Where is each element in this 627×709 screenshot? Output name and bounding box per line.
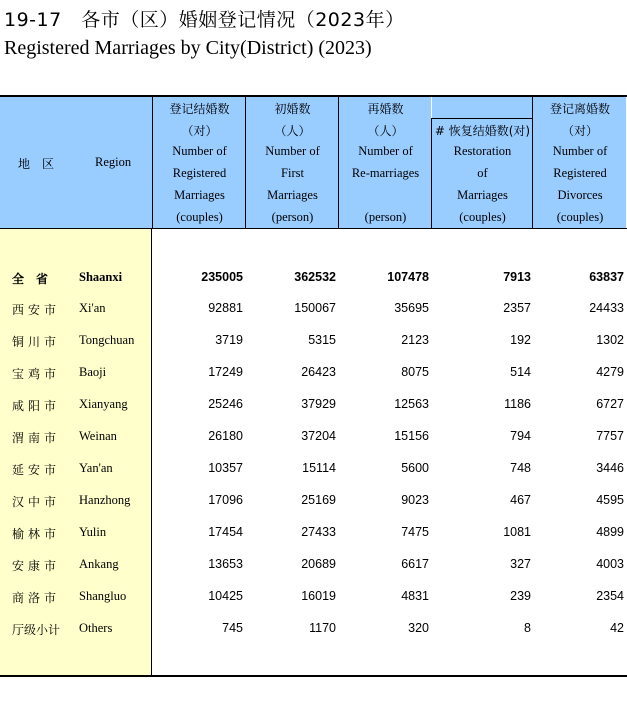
header-rest-line: Marriages: [457, 188, 508, 202]
header-rest-line: # 恢复结婚数(对): [434, 124, 531, 138]
header-first-line: Marriages: [267, 188, 318, 202]
divider: [431, 118, 533, 119]
table-cell: 35695: [394, 301, 429, 315]
header-div-line: (couples): [556, 210, 604, 224]
table-cell: 8075: [401, 365, 429, 379]
table-cell: 15114: [302, 461, 336, 475]
table-cell: 3446: [596, 461, 624, 475]
table-cell: 1186: [504, 397, 531, 411]
table-cell: 2123: [401, 333, 429, 347]
row-region-cn: 厅级小计: [12, 623, 61, 637]
table-cell: 4831: [401, 589, 429, 603]
row-region-en: Hanzhong: [79, 493, 131, 507]
header-col-rest: [432, 97, 533, 228]
row-region-en: Yulin: [79, 525, 107, 539]
row-region-en: Baoji: [79, 365, 107, 379]
header-div-line: Number of: [552, 144, 608, 158]
table-cell: 17454: [208, 525, 243, 539]
row-region-cn: 汉中市: [12, 495, 61, 509]
header-reg-line: Number of: [172, 144, 227, 158]
row-region-en: Xianyang: [79, 397, 128, 411]
header-re-line: 再婚数: [367, 102, 404, 116]
header-first-line: 初婚数: [274, 102, 311, 116]
row-region-cn: 安康市: [12, 559, 61, 573]
header-reg-line: （对）: [181, 124, 218, 138]
header-rest-line: Restoration: [453, 144, 512, 158]
row-region-en: Xi'an: [79, 301, 106, 315]
header-region-en: Region: [95, 155, 132, 169]
header-div-line: 登记离婚数: [549, 102, 610, 116]
bottom-rule: [0, 675, 627, 677]
table-cell: 7757: [596, 429, 624, 443]
row-region-cn: 延安市: [12, 463, 61, 477]
header-reg-line: Registered: [172, 166, 227, 180]
table-cell: 25246: [208, 397, 243, 411]
row-region-en: Tongchuan: [79, 333, 135, 347]
header-region-cn: 地 区: [18, 157, 55, 171]
table-cell: 26180: [208, 429, 243, 443]
header-first-line: Number of: [265, 144, 320, 158]
table-cell: 42: [610, 621, 624, 635]
table-cell: 514: [510, 365, 531, 379]
table-cell: 63837: [589, 270, 624, 284]
table-cell: 4595: [596, 493, 624, 507]
table-cell: 9023: [401, 493, 429, 507]
table-cell: 7913: [503, 270, 531, 284]
table-cell: 7475: [401, 525, 429, 539]
header-re-line: Re-marriages: [351, 166, 420, 180]
header-reg-line: 登记结婚数: [169, 102, 230, 116]
table-cell: 15156: [394, 429, 429, 443]
table-cell: 5600: [401, 461, 429, 475]
table-cell: 235005: [201, 270, 243, 284]
region-column-bg: [0, 229, 152, 675]
table-cell: 4279: [596, 365, 624, 379]
table-cell: 4003: [596, 557, 624, 571]
row-region-en: Shangluo: [79, 589, 127, 603]
page-title-cn: 19-17 各市（区）婚姻登记情况（2023年）: [4, 9, 405, 31]
header-reg-line: Marriages: [174, 188, 225, 202]
header-first-line: （人）: [274, 124, 311, 138]
table-cell: 5315: [308, 333, 336, 347]
table-cell: 10425: [208, 589, 243, 603]
table-cell: 745: [222, 621, 243, 635]
table-cell: 748: [510, 461, 531, 475]
row-region-cn: 西安市: [12, 303, 61, 317]
row-region-cn: 铜川市: [12, 335, 61, 349]
table-cell: 1170: [309, 621, 336, 635]
table-cell: 92881: [208, 301, 243, 315]
row-region-en: Others: [79, 621, 113, 635]
row-region-cn: 榆林市: [12, 527, 61, 541]
table-cell: 1302: [596, 333, 624, 347]
row-region-en: Yan'an: [79, 461, 113, 475]
table-cell: 6727: [596, 397, 624, 411]
table-cell: 37929: [301, 397, 336, 411]
table-cell: 467: [510, 493, 531, 507]
header-re-line: Number of: [358, 144, 413, 158]
header-div-line: （对）: [561, 124, 598, 138]
table-cell: 192: [510, 333, 531, 347]
table-cell: 794: [510, 429, 531, 443]
table-cell: 25169: [301, 493, 336, 507]
table-cell: 26423: [301, 365, 336, 379]
table-cell: 4899: [596, 525, 624, 539]
table-cell: 13653: [208, 557, 243, 571]
table-cell: 24433: [589, 301, 624, 315]
table-cell: 107478: [387, 270, 429, 284]
table-cell: 17249: [208, 365, 243, 379]
row-region-cn: 商洛市: [12, 591, 61, 605]
row-region-en: Shaanxi: [79, 270, 123, 284]
page-title-en: Registered Marriages by City(District) (2023): [4, 37, 372, 59]
table-cell: 150067: [294, 301, 336, 315]
table-cell: 1081: [503, 525, 531, 539]
table-cell: 20689: [301, 557, 336, 571]
table-cell: 362532: [294, 270, 336, 284]
row-region-en: Ankang: [79, 557, 119, 571]
table-cell: 37204: [301, 429, 336, 443]
header-rest-line: of: [477, 166, 488, 180]
table-cell: 8: [524, 621, 531, 635]
header-rest-line: (couples): [459, 210, 506, 224]
table-cell: 10357: [208, 461, 243, 475]
table-cell: 27433: [301, 525, 336, 539]
table-cell: 16019: [301, 589, 336, 603]
table-cell: 320: [408, 621, 429, 635]
row-region-cn: 宝鸡市: [12, 367, 61, 381]
header-re-line: (person): [364, 210, 407, 224]
row-region-en: Weinan: [79, 429, 117, 443]
header-first-line: First: [281, 166, 304, 180]
row-region-cn: 咸阳市: [12, 399, 61, 413]
row-region-cn: 渭南市: [12, 431, 61, 445]
table-cell: 6617: [401, 557, 429, 571]
header-re-line: （人）: [367, 124, 404, 138]
table-cell: 3719: [215, 333, 243, 347]
table-cell: 239: [510, 589, 531, 603]
header-div-line: Registered: [553, 166, 607, 180]
table-cell: 2354: [596, 589, 624, 603]
table-cell: 12563: [394, 397, 429, 411]
table-cell: 327: [510, 557, 531, 571]
header-reg-line: (couples): [176, 210, 223, 224]
row-region-cn: 全 省: [12, 272, 49, 286]
header-div-line: Divorces: [557, 188, 603, 202]
table-cell: 2357: [503, 301, 531, 315]
header-first-line: (person): [271, 210, 314, 224]
table-cell: 17096: [208, 493, 243, 507]
